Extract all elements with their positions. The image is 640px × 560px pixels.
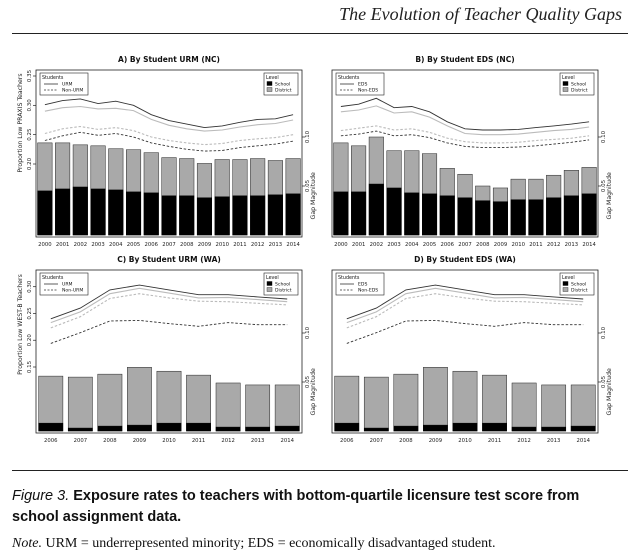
y-tick-label: 0.20 [27, 334, 33, 347]
x-tick-label: 2011 [233, 242, 247, 248]
bar-school [91, 189, 106, 235]
legend-item: EDS [358, 82, 368, 88]
bar-school [197, 198, 212, 235]
figure-note [12, 536, 496, 552]
x-tick-label: 2014 [286, 242, 300, 248]
legend-students [336, 73, 384, 95]
x-tick-label: 2012 [250, 242, 265, 248]
legend-swatch-district [563, 288, 568, 292]
x-tick-label: 2009 [428, 438, 443, 444]
note-label: Note. [12, 536, 42, 551]
bar-school [394, 426, 418, 431]
y2-tick-label: 0.10 [601, 326, 607, 340]
y2-tick-label: 0.05 [601, 375, 607, 389]
bar-school [157, 423, 181, 431]
legend-students [40, 73, 88, 95]
y-tick-label: 0.30 [27, 280, 33, 293]
bar-school [162, 196, 177, 235]
legend-item: District [275, 88, 292, 94]
bar-school [334, 192, 349, 235]
x-tick-label: 2001 [55, 242, 70, 248]
series-line [45, 99, 293, 128]
bar-school [564, 196, 579, 235]
bar-district [512, 383, 536, 431]
bar-school [542, 427, 566, 431]
x-tick-label: 2014 [280, 438, 294, 444]
x-tick-label: 2007 [369, 438, 384, 444]
x-tick-label: 2003 [387, 242, 401, 248]
x-tick-label: 2010 [458, 438, 472, 444]
bar-district [335, 376, 359, 431]
note-text: URM = underrepresented minority; EDS = economically disadvantaged student. [45, 536, 496, 551]
bar-district [186, 375, 210, 431]
x-tick-label: 2009 [493, 242, 508, 248]
bar-school [335, 423, 359, 431]
x-tick-label: 2013 [564, 242, 579, 248]
bar-school [68, 428, 92, 431]
x-tick-label: 2006 [144, 242, 159, 248]
x-tick-label: 2009 [132, 438, 147, 444]
legend-level [560, 273, 594, 295]
legend-title: Students [338, 276, 360, 281]
series-line [341, 98, 589, 130]
series-line [51, 320, 287, 343]
y-axis-label: Proportion Low PRAXIS Teachers [17, 73, 24, 173]
y2-axis-label: Gap Magnitude [606, 172, 613, 220]
panel-title: A) By Student URM (NC) [118, 55, 220, 64]
caption-title: Exposure rates to teachers with bottom-quartile licensure test score from school assignment data. [12, 488, 580, 525]
bar-district [98, 374, 122, 431]
x-tick-label: 2008 [399, 438, 413, 444]
x-tick-label: 2006 [340, 438, 354, 444]
x-tick-label: 2014 [576, 438, 590, 444]
x-tick-label: 2002 [369, 242, 384, 248]
bar-school [268, 195, 283, 235]
legend-item: School [571, 82, 587, 88]
x-tick-label: 2003 [91, 242, 105, 248]
bar-district [157, 371, 181, 431]
x-tick-label: 2005 [126, 242, 141, 248]
x-tick-label: 2010 [162, 438, 176, 444]
x-tick-label: 2013 [546, 438, 561, 444]
bar-school [582, 194, 597, 235]
y-axis-label: Proportion Low WEST-B Teachers [17, 274, 24, 375]
bar-school [250, 196, 265, 235]
x-tick-label: 2006 [44, 438, 58, 444]
bar-district [571, 385, 595, 431]
bar-school [109, 190, 124, 235]
bar-school [482, 423, 506, 431]
legend-swatch-school [563, 282, 568, 286]
y-tick-label: 0.15 [27, 360, 33, 374]
y-tick-label: 0.25 [27, 128, 33, 141]
x-tick-label: 2014 [582, 242, 596, 248]
running-head: The Evolution of Teacher Quality Gaps [339, 4, 622, 24]
bar-school [286, 194, 301, 235]
x-tick-label: 2001 [351, 242, 366, 248]
y2-tick-label: 0.05 [305, 375, 311, 389]
y2-tick-label: 0.10 [305, 326, 311, 340]
bar-school [405, 193, 420, 235]
x-tick-label: 2004 [109, 242, 123, 248]
bar-district [216, 383, 240, 431]
bar-district [394, 374, 418, 431]
series-line [341, 106, 589, 135]
legend-level [560, 73, 594, 95]
bar-school [422, 194, 437, 235]
series-line [45, 107, 293, 132]
y2-tick-label: 0.05 [601, 179, 607, 193]
x-tick-label: 2012 [517, 438, 531, 444]
legend-swatch-school [267, 282, 272, 286]
legend-item: School [275, 282, 291, 288]
x-tick-label: 2007 [162, 242, 176, 248]
legend-item: District [571, 288, 588, 294]
bar-school [39, 423, 63, 431]
legend-item: Non-URM [62, 288, 84, 294]
x-tick-label: 2009 [197, 242, 212, 248]
legend-swatch-district [267, 288, 272, 292]
bar-school [246, 427, 270, 431]
y2-axis-label: Gap Magnitude [606, 368, 613, 416]
x-tick-label: 2002 [73, 242, 88, 248]
x-tick-label: 2013 [268, 242, 283, 248]
legend-title: Level [266, 76, 279, 81]
bar-district [68, 377, 92, 431]
bar-school [126, 192, 141, 235]
panel-a-urm-nc [17, 54, 317, 258]
legend-item: District [571, 88, 588, 94]
bar-school [216, 427, 240, 431]
legend-swatch-school [267, 82, 272, 86]
x-tick-label: 2010 [511, 242, 525, 248]
legend-level [264, 273, 298, 295]
caption-label: Figure 3. [12, 488, 70, 504]
legend-students [336, 273, 384, 295]
bar-school [511, 200, 526, 235]
bar-school [369, 184, 384, 235]
y2-tick-label: 0.10 [305, 130, 311, 144]
bar-district [39, 376, 63, 431]
bar-school [98, 426, 122, 431]
legend-item: School [275, 82, 291, 88]
legend-swatch-district [267, 88, 272, 92]
x-tick-label: 2012 [546, 242, 561, 248]
figure-rule [12, 470, 628, 471]
legend-item: Non-URM [62, 88, 84, 94]
panel-title: D) By Student EDS (WA) [414, 255, 516, 264]
panel-c-urm-wa [17, 254, 317, 454]
x-tick-label: 2007 [458, 242, 472, 248]
bar-school [440, 196, 455, 235]
legend-swatch-school [563, 82, 568, 86]
bar-district [127, 367, 151, 431]
x-tick-label: 2000 [334, 242, 348, 248]
bar-school [546, 198, 561, 235]
bar-school [423, 425, 447, 431]
bar-school [453, 423, 477, 431]
bar-school [215, 197, 230, 235]
x-tick-label: 2011 [191, 438, 206, 444]
legend-title: Level [562, 76, 575, 81]
bar-school [233, 196, 248, 235]
x-tick-label: 2004 [405, 242, 419, 248]
legend-item: District [275, 288, 292, 294]
bar-school [458, 198, 473, 235]
y-tick-label: 0.25 [27, 307, 33, 320]
x-tick-label: 2011 [529, 242, 543, 248]
x-tick-label: 2006 [440, 242, 455, 248]
bar-district [482, 375, 506, 431]
legend-title: Students [338, 76, 360, 81]
x-tick-label: 2008 [179, 242, 194, 248]
legend-title: Level [266, 276, 279, 281]
legend-item: EDS [358, 282, 368, 288]
y2-axis-label: Gap Magnitude [310, 172, 317, 220]
bar-district [275, 385, 299, 431]
header-rule [12, 33, 628, 34]
bar-district [542, 385, 566, 431]
legend-title: Students [42, 276, 64, 281]
legend-title: Students [42, 76, 64, 81]
bar-school [529, 200, 544, 235]
bar-school [571, 426, 595, 431]
x-tick-label: 2008 [103, 438, 117, 444]
bar-district [453, 371, 477, 431]
x-tick-label: 2010 [215, 242, 229, 248]
y-tick-label: 0.30 [27, 99, 33, 112]
x-tick-label: 2008 [475, 242, 490, 248]
bar-district [364, 377, 388, 431]
legend-students [40, 273, 88, 295]
x-tick-label: 2007 [73, 438, 88, 444]
bar-school [387, 188, 402, 235]
bar-school [179, 196, 194, 235]
bar-school [55, 189, 70, 235]
bar-district [246, 385, 270, 431]
bar-school [364, 428, 388, 431]
bar-school [38, 191, 53, 235]
bar-district [423, 367, 447, 431]
figure-caption [12, 486, 626, 528]
x-tick-label: 2011 [487, 438, 502, 444]
x-tick-label: 2012 [221, 438, 235, 444]
figure-3 [0, 40, 640, 450]
series-line [347, 320, 583, 343]
bar-school [127, 425, 151, 431]
bar-school [512, 427, 536, 431]
bar-school [186, 423, 210, 431]
y2-tick-label: 0.10 [601, 130, 607, 144]
y2-axis-label: Gap Magnitude [310, 368, 317, 416]
panel-title: C) By Student URM (WA) [117, 255, 221, 264]
legend-item: URM [62, 82, 73, 88]
legend-item: Non-EDS [358, 88, 379, 94]
x-tick-label: 2000 [38, 242, 52, 248]
legend-item: Non-EDS [358, 288, 379, 294]
bar-school [493, 202, 508, 235]
bar-school [351, 192, 366, 235]
legend-swatch-district [563, 88, 568, 92]
bar-school [475, 201, 490, 235]
legend-item: URM [62, 282, 73, 288]
bar-school [73, 187, 88, 235]
legend-level [264, 73, 298, 95]
panel-d-eds-wa [320, 254, 613, 454]
x-tick-label: 2005 [422, 242, 437, 248]
y-tick-label: 0.20 [27, 157, 33, 171]
legend-title: Level [562, 276, 575, 281]
y2-tick-label: 0.05 [305, 179, 311, 193]
x-tick-label: 2013 [250, 438, 265, 444]
bar-school [275, 426, 299, 431]
panel-b-eds-nc [320, 54, 613, 258]
legend-item: School [571, 282, 587, 288]
y-tick-label: 0.35 [27, 69, 33, 83]
series-line [45, 127, 293, 145]
panel-title: B) By Student EDS (NC) [415, 55, 515, 64]
bar-school [144, 193, 159, 235]
